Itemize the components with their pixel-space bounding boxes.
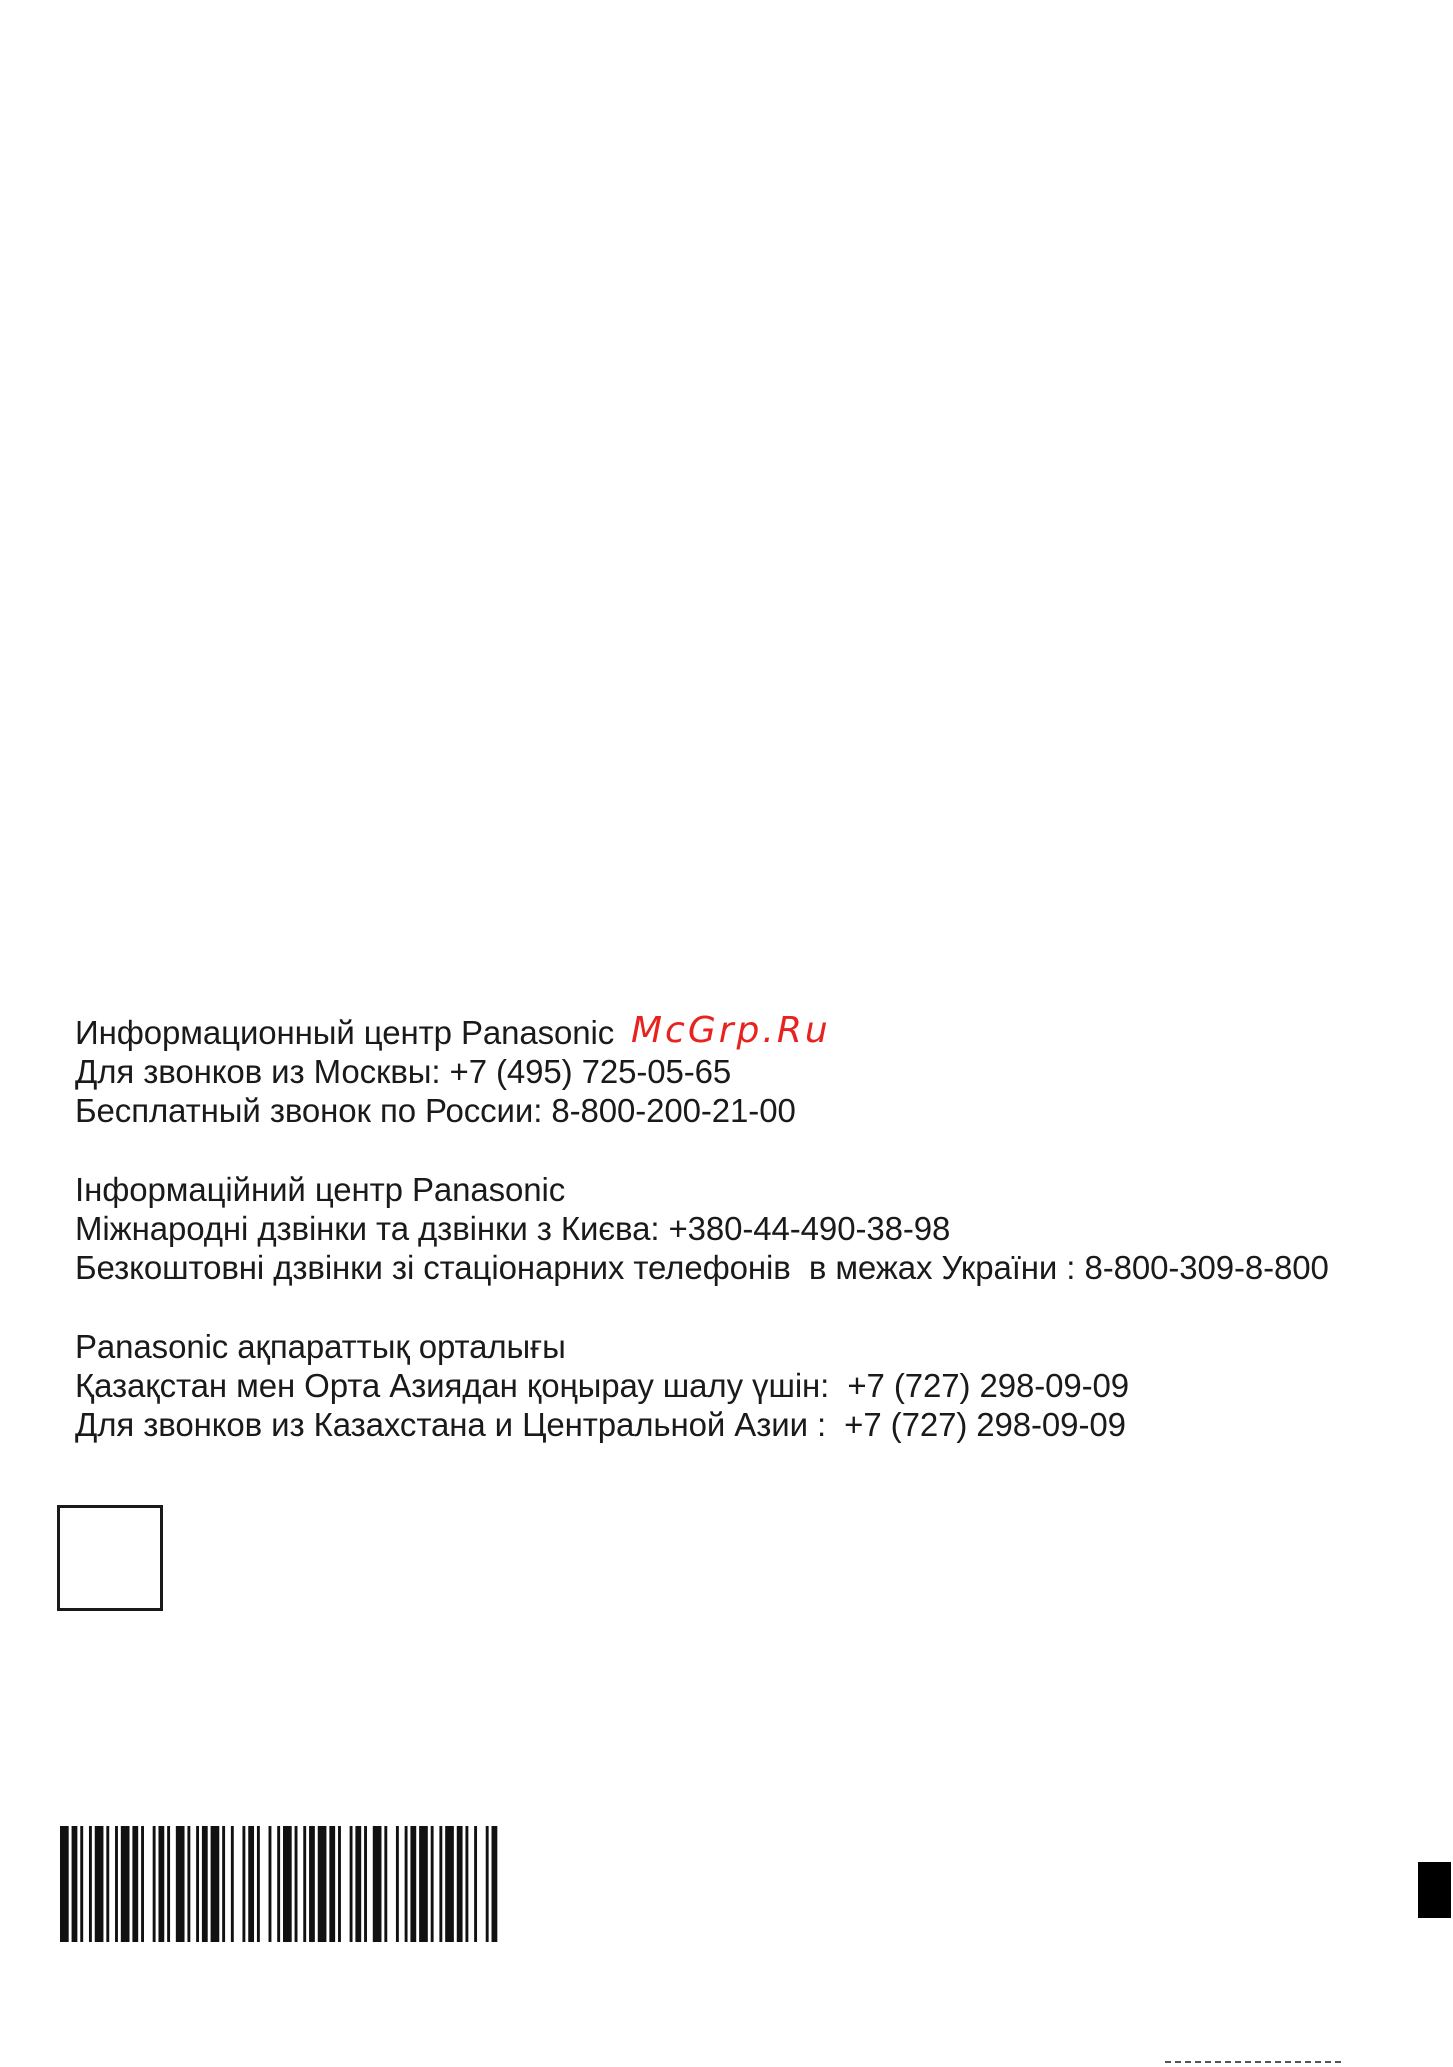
edge-marker-tab xyxy=(1418,1862,1451,1918)
phone-line-kazakhstan-kz: Қазақстан мен Орта Азиядан қоңырау шалу үшін: +7 (727) 298-09-09 xyxy=(75,1367,1130,1404)
contact-block-ukraine xyxy=(75,1170,1435,1287)
barcode-bar xyxy=(106,1826,109,1942)
phone-line-kazakhstan-ru: Для звонков из Казахстана и Центральной Азии : +7 (727) 298-09-09 xyxy=(75,1406,1126,1443)
watermark-text: McGrp.Ru xyxy=(631,1010,831,1051)
barcode-bar xyxy=(364,1826,367,1942)
barcode-bar xyxy=(115,1826,118,1942)
barcode-bar xyxy=(60,1826,69,1942)
barcode-bar xyxy=(269,1826,272,1942)
barcode-bar xyxy=(222,1826,225,1942)
barcode-bar xyxy=(167,1826,170,1942)
barcode-bar xyxy=(405,1826,408,1942)
barcode-bar xyxy=(89,1826,92,1942)
barcode-bar xyxy=(419,1826,428,1942)
contact-heading-russia: Информационный центр Panasonic xyxy=(75,1014,615,1051)
bottom-print-mark xyxy=(1165,2061,1345,2063)
barcode-graphic xyxy=(60,1826,506,1942)
barcode-bar xyxy=(202,1826,208,1942)
barcode-bar xyxy=(153,1826,156,1942)
contact-heading-kazakhstan: Panasonic ақпараттық орталығы xyxy=(75,1328,566,1365)
phone-line-ukraine-free: Безкоштовні дзвінки зі стаціонарних телефонів в межах України : 8-800-309-8-800 xyxy=(75,1249,1329,1286)
barcode-bar xyxy=(121,1826,130,1942)
barcode-bar xyxy=(141,1826,144,1942)
phone-line-kyiv: Міжнародні дзвінки та дзвінки з Києва: +380-44-490-38-98 xyxy=(75,1210,951,1247)
barcode-bar xyxy=(196,1826,199,1942)
barcode-bar xyxy=(465,1826,468,1942)
barcode-bar xyxy=(431,1826,434,1942)
barcode-bar xyxy=(277,1826,280,1942)
barcode-bar xyxy=(492,1826,498,1942)
barcode-bar xyxy=(283,1826,292,1942)
barcode-bar xyxy=(318,1826,327,1942)
barcode-bar xyxy=(396,1826,399,1942)
barcode-bar xyxy=(410,1826,416,1942)
barcode-bar xyxy=(257,1826,260,1942)
barcode-bar xyxy=(248,1826,254,1942)
barcode-bar xyxy=(242,1826,245,1942)
barcode-bar xyxy=(80,1826,83,1942)
barcode-bar xyxy=(350,1826,353,1942)
contact-info xyxy=(75,1013,1435,1484)
barcode-bar xyxy=(384,1826,387,1942)
contact-heading-ukraine: Інформаційний центр Panasonic xyxy=(75,1171,566,1208)
barcode-bar xyxy=(445,1826,454,1942)
contact-block-kazakhstan xyxy=(75,1327,1435,1444)
barcode-bar xyxy=(486,1826,489,1942)
barcode-bar xyxy=(211,1826,220,1942)
barcode-bar xyxy=(355,1826,361,1942)
barcode-bar xyxy=(176,1826,185,1942)
barcode-bar xyxy=(457,1826,463,1942)
barcode-bar xyxy=(439,1826,442,1942)
barcode-bar xyxy=(158,1826,164,1942)
barcode-bar xyxy=(474,1826,477,1942)
phone-line-moscow: Для звонков из Москвы: +7 (495) 725-05-65 xyxy=(75,1053,732,1090)
barcode-bar xyxy=(187,1826,190,1942)
empty-checkbox-frame xyxy=(57,1505,163,1611)
phone-line-russia-free: Бесплатный звонок по России: 8-800-200-21-00 xyxy=(75,1092,796,1129)
barcode-bar xyxy=(329,1826,335,1942)
barcode-bar xyxy=(295,1826,298,1942)
barcode-bar xyxy=(338,1826,341,1942)
barcode-bar xyxy=(132,1826,138,1942)
barcode-bar xyxy=(72,1826,78,1942)
barcode-bar xyxy=(309,1826,315,1942)
barcode-bar xyxy=(95,1826,104,1942)
barcode-bar xyxy=(231,1826,234,1942)
barcode-bar xyxy=(373,1826,382,1942)
barcode-bar xyxy=(303,1826,306,1942)
